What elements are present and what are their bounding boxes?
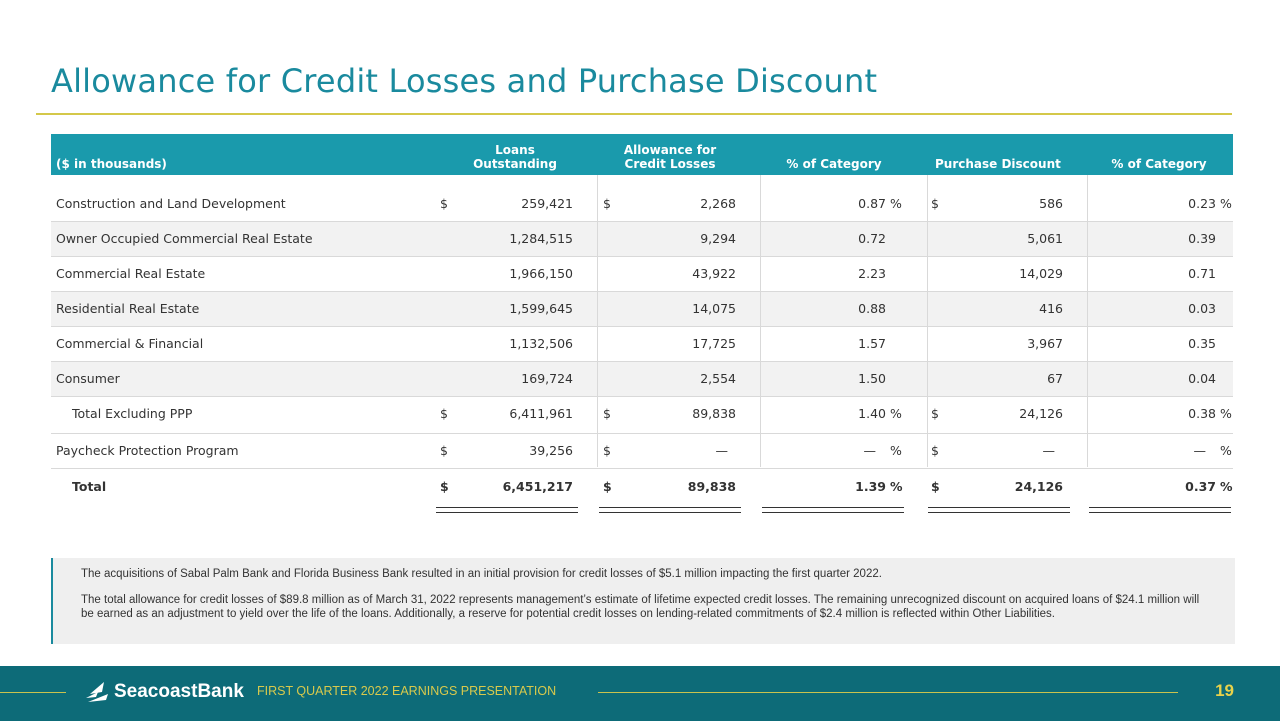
pct-category-value: 0.71 <box>1188 266 1216 281</box>
allowance-value: 2,268 <box>700 196 736 211</box>
table-row-subtotal <box>51 397 1233 434</box>
total-double-underline <box>762 507 904 513</box>
allowance-value: 14,075 <box>692 301 736 316</box>
table-row <box>51 327 1233 362</box>
pct-category-value: — <box>1193 443 1206 458</box>
loans-value: 1,599,645 <box>509 301 573 316</box>
pct-sign: % <box>890 196 902 211</box>
row-label: Commercial Real Estate <box>56 266 206 281</box>
discount-value: — <box>1042 443 1055 458</box>
pct-sign: % <box>1220 196 1232 211</box>
total-double-underline <box>1089 507 1231 513</box>
pct-category-value: 1.57 <box>858 336 886 351</box>
discount-value: 586 <box>1039 196 1063 211</box>
row-label: Total Excluding PPP <box>72 406 193 421</box>
allowance-value: 2,554 <box>700 371 736 386</box>
currency-sign: $ <box>603 196 611 211</box>
table-row <box>51 222 1233 257</box>
table-row-total <box>51 469 1233 505</box>
pct-sign: % <box>890 406 902 421</box>
table-header <box>51 134 1233 175</box>
sail-icon <box>84 680 110 704</box>
column-divider <box>1087 175 1088 467</box>
currency-sign: $ <box>440 479 449 494</box>
footer-rule-left <box>0 692 66 693</box>
discount-value: 5,061 <box>1027 231 1063 246</box>
currency-sign: $ <box>603 479 612 494</box>
loans-value: 1,284,515 <box>509 231 573 246</box>
currency-sign: $ <box>931 443 939 458</box>
row-label: Construction and Land Development <box>56 196 286 211</box>
total-double-underline <box>928 507 1070 513</box>
header-label: ($ in thousands) <box>56 157 167 171</box>
seacoast-logo <box>84 678 244 706</box>
table-row <box>51 257 1233 292</box>
loans-value: 259,421 <box>521 196 573 211</box>
note-allowance: The total allowance for credit losses of $89.8 million as of March 31, 2022 represents management’s estimate of lifetime expected credit losses. The remaining unrecognized discount on acquired loans of $24.1 million will be earned as an adjustment to yield over the life of the loans. Additionally, a reserve for potential credit losses on lending-related commitments of $2.4 million is reflected within Other Liabilities. <box>81 594 1200 620</box>
discount-value: 24,126 <box>1019 406 1063 421</box>
currency-sign: $ <box>440 443 448 458</box>
currency-sign: $ <box>440 406 448 421</box>
notes-box <box>51 558 1235 644</box>
loans-value: 39,256 <box>529 443 573 458</box>
footer <box>0 666 1280 721</box>
header-pct-category-2: % of Category <box>1111 157 1207 171</box>
column-divider <box>597 175 598 467</box>
row-label: Owner Occupied Commercial Real Estate <box>56 231 313 246</box>
logo-text: SeacoastBank <box>114 681 244 702</box>
header-loans <box>455 143 575 171</box>
pct-category-value: 0.37 <box>1185 479 1216 494</box>
pct-category-value: 0.35 <box>1188 336 1216 351</box>
header-allowance-line1: Allowance for <box>623 143 717 157</box>
loans-value: 1,966,150 <box>509 266 573 281</box>
discount-value: 14,029 <box>1019 266 1063 281</box>
allowance-value: 43,922 <box>692 266 736 281</box>
header-loans-line2: Outstanding <box>473 157 557 171</box>
pct-category-value: 0.04 <box>1188 371 1216 386</box>
row-label: Residential Real Estate <box>56 301 200 316</box>
total-double-underline <box>436 507 578 513</box>
pct-category-value: 0.03 <box>1188 301 1216 316</box>
table-row <box>51 292 1233 327</box>
row-label: Total <box>72 479 107 494</box>
loans-value: 169,724 <box>521 371 573 386</box>
pct-category-value: 0.23 <box>1188 196 1216 211</box>
column-divider <box>760 175 761 467</box>
total-double-underline <box>599 507 741 513</box>
page-number: 19 <box>1215 681 1234 700</box>
pct-sign: % <box>890 443 902 458</box>
column-divider <box>927 175 928 467</box>
title-divider <box>36 113 1232 115</box>
header-loans-line1: Loans <box>495 143 535 157</box>
allowance-value: 89,838 <box>687 479 736 494</box>
pct-category-value: 1.40 <box>858 406 886 421</box>
allowance-value: 9,294 <box>700 231 736 246</box>
discount-value: 67 <box>1047 371 1063 386</box>
currency-sign: $ <box>603 443 611 458</box>
pct-category-value: 0.87 <box>858 196 886 211</box>
currency-sign: $ <box>931 479 940 494</box>
pct-category-value: 1.50 <box>858 371 886 386</box>
pct-category-value: 0.39 <box>1188 231 1216 246</box>
pct-sign: % <box>890 479 903 494</box>
pct-category-value: 1.39 <box>855 479 886 494</box>
footer-rule-middle <box>598 692 1178 693</box>
allowance-value: — <box>715 443 728 458</box>
currency-sign: $ <box>603 406 611 421</box>
currency-sign: $ <box>931 196 939 211</box>
table-row <box>51 175 1233 222</box>
pct-category-value: 0.88 <box>858 301 886 316</box>
presentation-name: FIRST QUARTER 2022 EARNINGS PRESENTATION <box>257 684 557 698</box>
loans-value: 6,451,217 <box>502 479 573 494</box>
pct-sign: % <box>1220 443 1232 458</box>
loans-value: 6,411,961 <box>509 406 573 421</box>
loans-value: 1,132,506 <box>509 336 573 351</box>
credit-loss-table <box>51 134 1233 505</box>
table-row <box>51 362 1233 397</box>
discount-value: 416 <box>1039 301 1063 316</box>
allowance-value: 17,725 <box>692 336 736 351</box>
header-allowance <box>609 143 731 171</box>
pct-category-value: — <box>863 443 876 458</box>
discount-value: 3,967 <box>1027 336 1063 351</box>
discount-value: 24,126 <box>1014 479 1063 494</box>
row-label: Commercial & Financial <box>56 336 204 351</box>
table-row-ppp <box>51 434 1233 469</box>
header-purchase-discount: Purchase Discount <box>935 157 1061 171</box>
table-body <box>51 175 1233 505</box>
header-allowance-line2: Credit Losses <box>624 157 716 171</box>
pct-sign: % <box>1220 406 1232 421</box>
pct-sign: % <box>1220 479 1233 494</box>
row-label: Consumer <box>56 371 120 386</box>
pct-category-value: 0.38 <box>1188 406 1216 421</box>
currency-sign: $ <box>440 196 448 211</box>
allowance-value: 89,838 <box>692 406 736 421</box>
page-title: Allowance for Credit Losses and Purchase Discount <box>51 62 878 100</box>
currency-sign: $ <box>931 406 939 421</box>
header-pct-category-1: % of Category <box>786 157 882 171</box>
pct-category-value: 0.72 <box>858 231 886 246</box>
pct-category-value: 2.23 <box>858 266 886 281</box>
note-acquisitions: The acquisitions of Sabal Palm Bank and Florida Business Bank resulted in an initial provision for credit losses of $5.1 million impacting the first quarter 2022. <box>81 568 882 580</box>
row-label: Paycheck Protection Program <box>56 443 239 458</box>
